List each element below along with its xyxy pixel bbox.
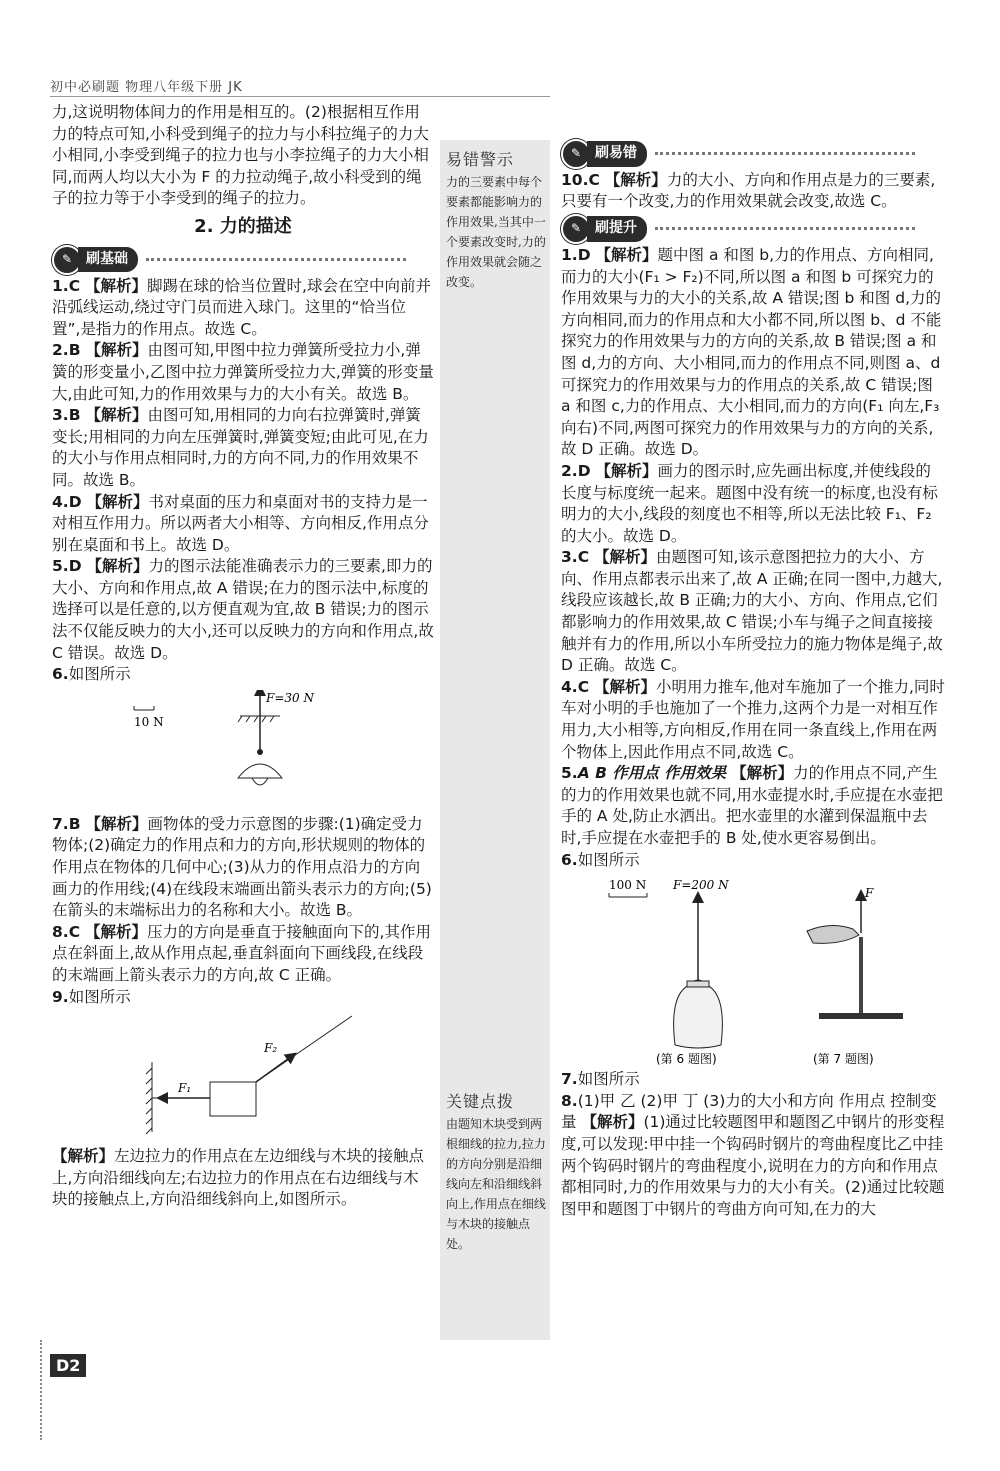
caption-fig7: (第 7 题图) xyxy=(813,1052,874,1066)
pencil-icon: ✎ xyxy=(561,214,591,244)
badge-label: 刷基础 xyxy=(78,247,138,273)
question-5: 5.D 【解析】力的图示法能准确表示力的三要素,即力的大小、方向和作用点,故 A 错误;在力的图示法中,标度的选择可以是任意的,以方便直观为宜,故 B 错误;力的图示法不仅能反映力的大小,还可以反映力的方向和作用点,故 C 错误。故选 D。 xyxy=(52,557,434,662)
figure-bag-hand xyxy=(561,875,945,1065)
question-7: 7.B 【解析】画物体的受力示意图的步骤:(1)确定受力物体;(2)确定力的作用点和力的方向,形状规则的物体的作用点在物体的几何中心;(3)从力的作用点沿力的方向画力的作用线;(4)在线段末端画出箭头表示力的方向;(5)在箭头的末端标出力的名称和大小。故选 B。 xyxy=(52,814,432,920)
question-8: 8.C 【解析】压力的方向是垂直于接触面向下的,其作用点在斜面上,故从作用点起,垂直斜面向下画线段,在线段的末端画上箭头表示力的方向,故 C 正确。 xyxy=(52,922,431,984)
f-label: F xyxy=(865,886,874,901)
figure-block xyxy=(52,1012,434,1142)
badge-label: 刷提升 xyxy=(587,216,647,242)
side-note-error-warning xyxy=(446,150,548,292)
question-r1: 1.D 【解析】题中图 a 和图 b,力的作用点、方向相同,而力的大小(F₁ > F₂)不同,所以图 a 和图 b 可探究力的作用效果与力的大小的关系,故 A 错误;图 b 和图 d,力的方向相同,而力的作用点和大小都不同,所以图 b、d 不能探究力的作用效果与力的方向的关系,故 B 错误;图 a 和图 d,力的方向、大小相同,而力的作用点不同,则图 a、d 可探究力的作用效果与力的作用点的关系,故 C 错误;图 a 和图 c,力的作用点、大小相同,而力的方向(F₁ 向左,F₃ 向右)不同,两图可探究力的作用效果与力的方向的关系,故 D 正确。故选 D。 xyxy=(561,245,942,459)
header-divider xyxy=(50,96,550,97)
question-r5: 5.A B 作用点 作用效果 【解析】力的作用点不同,产生的力的作用效果也就不同,用水壶提水时,手应提在水壶把手的 A 处,防止水洒出。把水壶里的水灌到保温瓶中去时,手应提在水壶把手的 B 处,使水更容易倒出。 xyxy=(561,764,943,848)
caption-fig6: (第 6 题图) xyxy=(656,1052,717,1066)
question-6: 6.如图所示 xyxy=(52,665,131,684)
bag-hand-diagram xyxy=(561,875,945,1065)
right-column xyxy=(561,142,945,1220)
badge-improve xyxy=(561,217,915,241)
question-9: 9.如图所示 xyxy=(52,987,131,1006)
block-diagram xyxy=(52,1012,434,1142)
question-r6: 6.如图所示 xyxy=(561,850,640,869)
question-10: 10.C 【解析】力的大小、方向和作用点是力的三要素,只要有一个改变,力的作用效果就会改变,故选 C。 xyxy=(561,170,936,211)
question-1: 1.C 【解析】脚踢在球的恰当位置时,球会在空中向前并沿弧线运动,绕过守门员而进入球门。这里的“恰当位置”,是指力的作用点。故选 C。 xyxy=(52,276,431,338)
dotted-divider xyxy=(655,152,915,155)
side-note-key-point xyxy=(446,1092,548,1254)
page-number: D2 xyxy=(50,1354,86,1377)
question-3: 3.B 【解析】由图可知,用相同的力向右拉弹簧时,弹簧变长;用相同的力向左压弹簧时,弹簧变短;由此可见,在力的大小与作用点相同时,力的方向不同,力的作用效果不同。故选 B。 xyxy=(52,406,429,489)
question-r8: 8.(1)甲 乙 (2)甲 丁 (3)力的大小和方向 作用点 控制变量 【解析】(1)通过比较题图甲和题图乙中钢片的形变程度,可以发现:甲中挂一个钩码时钢片的弯曲程度比乙中挂两个钩码时钢片的弯曲程度小,说明在力的方向和作用点都相同时,力的作用效果与力的大小有关。(2)通过比较题图甲和题图丁中钢片的弯曲方向可知,在力的大 xyxy=(561,1091,945,1218)
scale-label: 10 N xyxy=(134,714,164,729)
question-r7: 7.如图所示 xyxy=(561,1070,640,1089)
badge-basic xyxy=(52,248,406,272)
f2-label: F₂ xyxy=(264,1041,278,1056)
question-r3: 3.C 【解析】由题图可知,该示意图把拉力的大小、方向、作用点都表示出来了,故 A 正确;在同一图中,力越大,线段应该越长,故 B 正确;力的大小、方向、作用点,它们都影响力的作用效果,故 C 错误;小车与绳子之间直接接触并有力的作用,所以小车所受拉力的施力物体是绳子,故 D 正确。故选 C。 xyxy=(561,548,943,675)
side-note-text: 力的三要素中每个要素都能影响力的作用效果,当其中一个要素改变时,力的作用效果就会随之改变。 xyxy=(446,175,546,289)
badge-label: 刷易错 xyxy=(587,141,647,167)
f1-label: F₁ xyxy=(178,1081,192,1096)
force-label: F=200 N xyxy=(673,878,729,893)
side-note-title: 关键点拨 xyxy=(446,1092,515,1111)
intro-paragraph: 力,这说明物体间力的作用是相互的。(2)根据相互作用力的特点可知,小科受到绳子的拉力与小科拉绳子的力大小相同,小李受到绳子的拉力也与小李拉绳子的力大小相同,而两人均以大小为 F 的力拉动绳子,故小科受到的绳子的拉力等于小李受到的绳子的拉力。 xyxy=(52,103,429,208)
lamp-diagram xyxy=(52,690,434,810)
pencil-icon: ✎ xyxy=(561,139,591,169)
question-r4: 4.C 【解析】小明用力推车,他对车施加了一个推力,同时车对小明的手也施加了一个推力,这两个力是一对相互作用力,大小相等,方向相反,作用在同一条直线上,作用在两个物体上,因此作用点不同,故选 C。 xyxy=(561,677,945,761)
force-label: F=30 N xyxy=(266,690,314,705)
question-2: 2.B 【解析】由图可知,甲图中拉力弹簧所受拉力小,弹簧的形变量小,乙图中拉力弹簧所受拉力大,弹簧的形变量大,由此可知,力的作用效果与力的大小有关。故选 B。 xyxy=(52,341,434,403)
dotted-divider xyxy=(655,227,915,230)
section-title: 2. 力的描述 xyxy=(194,215,292,237)
dotted-divider xyxy=(146,258,406,261)
scale-label: 100 N xyxy=(609,878,647,893)
badge-error xyxy=(561,142,915,166)
figure-lamp xyxy=(52,690,434,810)
left-column xyxy=(52,102,434,1211)
side-note-text: 由题知木块受到两根细线的拉力,拉力的方向分别是沿细线向左和沿细线斜向上,作用点在细线与木块的接触点处。 xyxy=(446,1117,546,1251)
pencil-icon: ✎ xyxy=(52,245,82,275)
page-header: 初中必刷题 物理八年级下册 JK xyxy=(50,80,243,95)
question-9-explanation: 【解析】左边拉力的作用点在左边细线与木块的接触点上,方向沿细线向左;右边拉力的作用点在右边细线与木块的接触点上,方向沿细线斜向上,如图所示。 xyxy=(52,1147,425,1209)
side-note-title: 易错警示 xyxy=(446,150,515,169)
question-r2: 2.D 【解析】画力的图示时,应先画出标度,并使线段的长度与标度统一起来。题图中没有统一的标度,也没有标明力的大小,线段的刻度也不相等,所以无法比较 F₁、F₂ 的大小。故选 D。 xyxy=(561,461,938,545)
question-4: 4.D 【解析】书对桌面的压力和桌面对书的支持力是一对相互作用力。所以两者大小相等、方向相反,作用点分别在桌面和书上。故选 D。 xyxy=(52,492,429,554)
margin-dots xyxy=(40,1340,42,1440)
